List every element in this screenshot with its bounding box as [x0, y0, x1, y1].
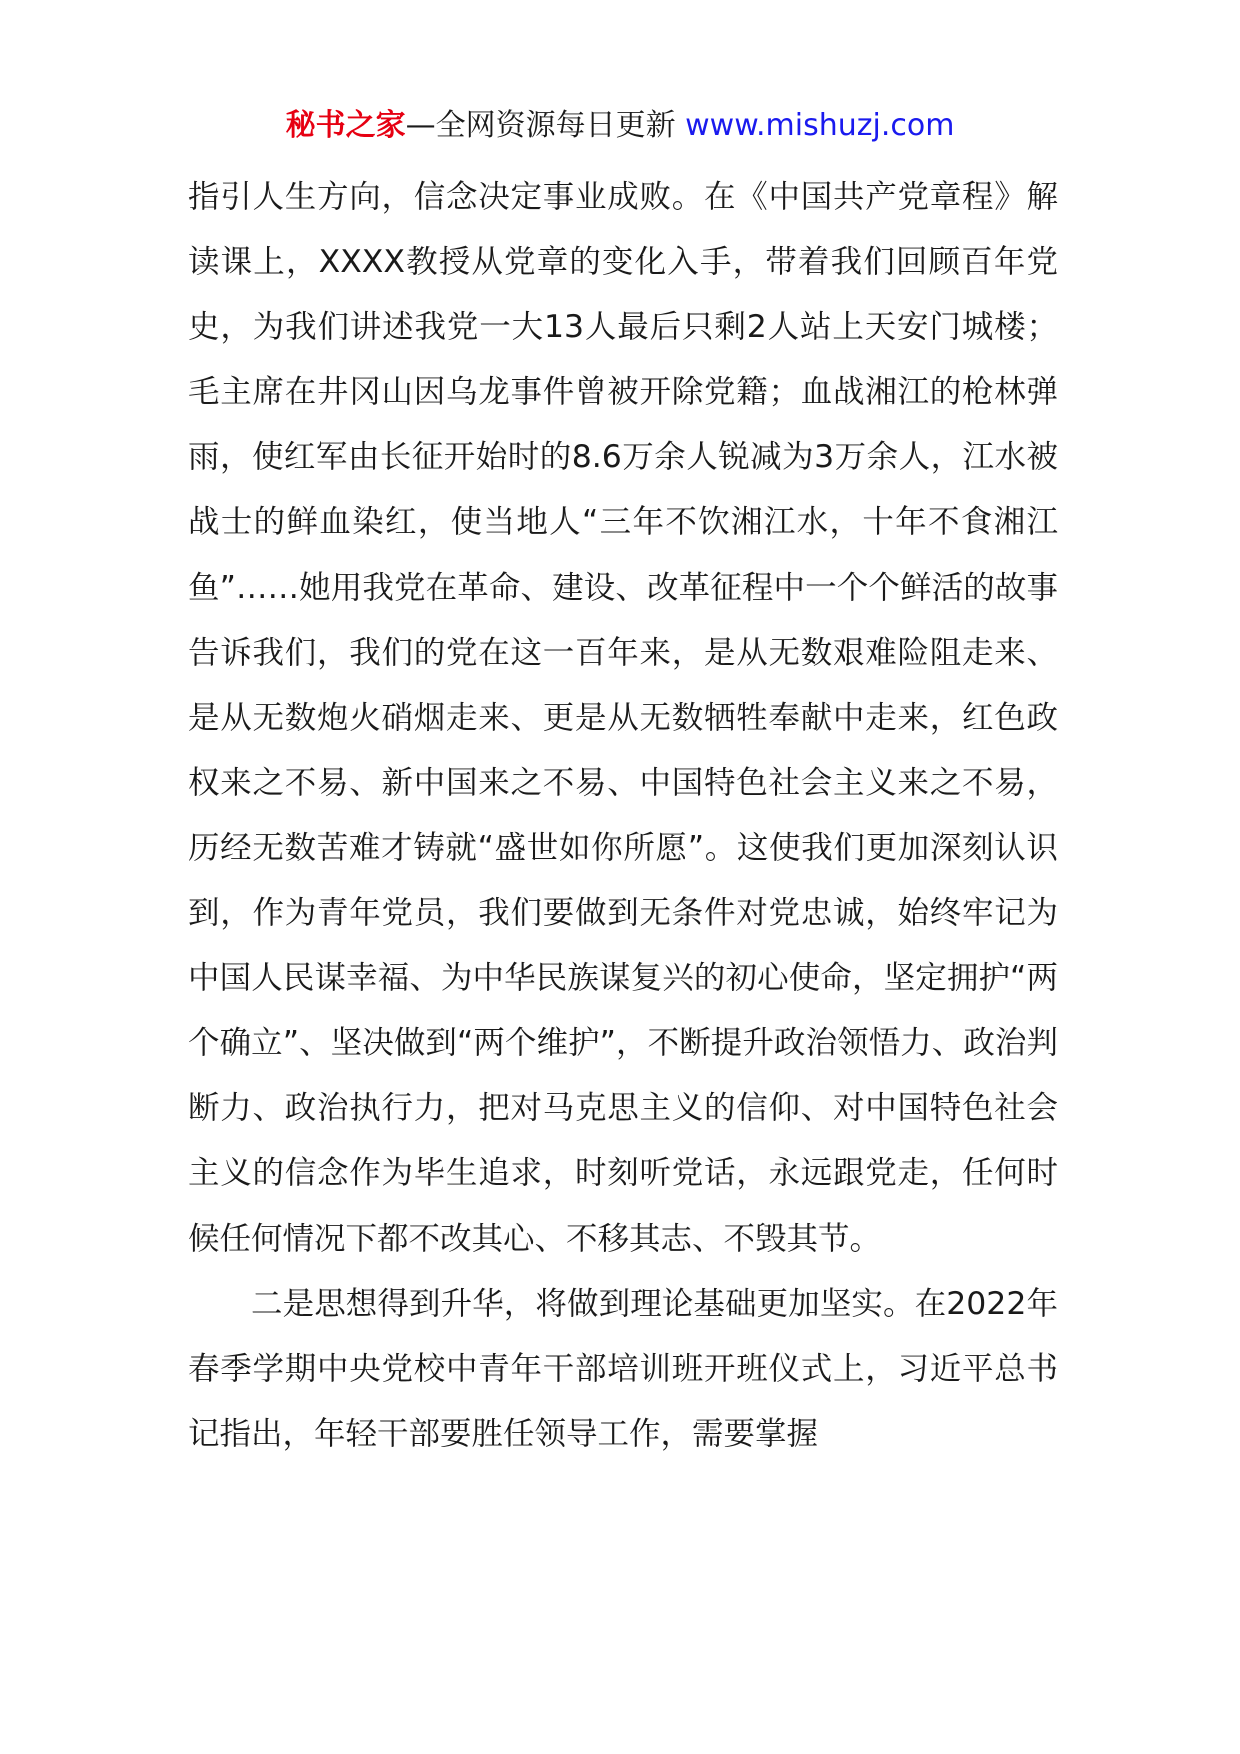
document-body [188, 165, 1058, 1467]
website-link[interactable]: www.mishuzj.com [685, 108, 955, 143]
page-header [0, 104, 1240, 148]
paragraph-second-point: 二是思想得到升华，将做到理论基础更加坚实。在2022年春季学期中央党校中青年干部培训班开班仪式上，习近平总书记指出，年轻干部要胜任领导工作，需要掌握 [188, 1285, 1058, 1452]
paragraph-continued: 指引人生方向，信念决定事业成败。在《中国共产党章程》解读课上，XXXX教授从党章的变化入手，带着我们回顾百年党史，为我们讲述我党一大13人最后只剩2人站上天安门城楼；毛主席在井冈山因乌龙事件曾被开除党籍；血战湘江的枪林弹雨，使红军由长征开始时的8.6万余人锐减为3万余人，江水被战士的鲜血染红，使当地人“三年不饮湘江水，十年不食湘江鱼”……她用我党在革命、建设、改革征程中一个个鲜活的故事告诉我们，我们的党在这一百年来，是从无数艰难险阻走来、是从无数炮火硝烟走来、更是从无数牺牲奉献中走来，红色政权来之不易、新中国来之不易、中国特色社会主义来之不易，历经无数苦难才铸就“盛世如你所愿”。这使我们更加深刻认识到，作为青年党员，我们要做到无条件对党忠诚，始终牢记为中国人民谋幸福、为中华民族谋复兴的初心使命，坚定拥护“两个确立”、坚决做到“两个维护”，不断提升政治领悟力、政治判断力、政治执行力，把对马克思主义的信仰、对中国特色社会主义的信念作为毕生追求，时刻听党话，永远跟党走，任何时候任何情况下都不改其心、不移其志、不毁其节。 [188, 179, 1058, 1257]
brand-name: 秘书之家 [285, 108, 406, 143]
header-tagline: —全网资源每日更新 [405, 108, 686, 143]
